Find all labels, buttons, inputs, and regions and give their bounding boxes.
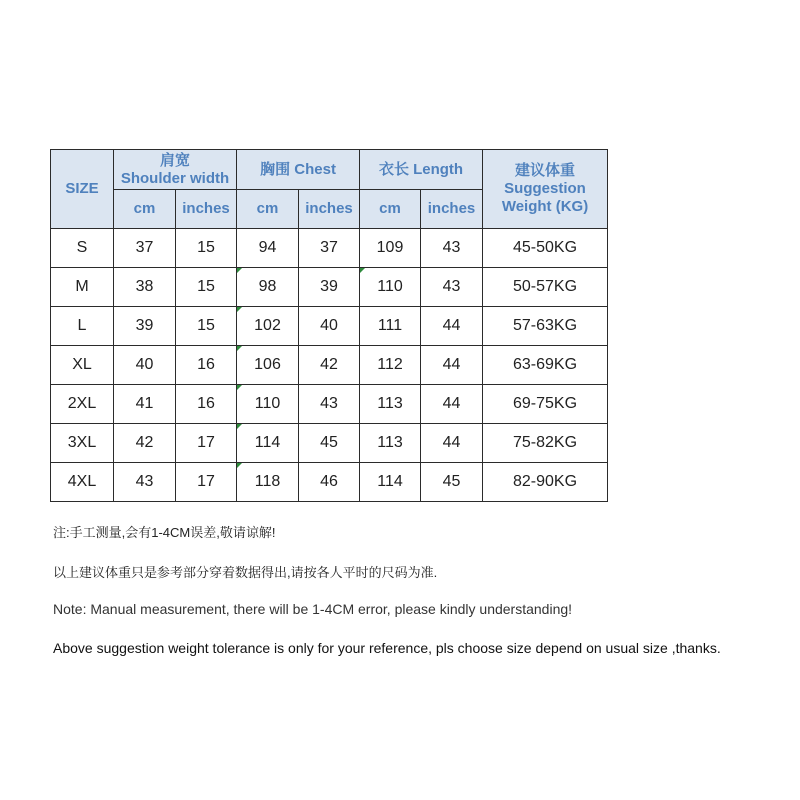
cell-marker [237, 385, 242, 390]
length-cm-cell: 109 [360, 229, 421, 268]
chest-inches-cell: 40 [299, 307, 360, 346]
weight-cell: 50-57KG [483, 268, 608, 307]
chest-cm-value: 106 [254, 356, 281, 373]
table-row [51, 268, 608, 307]
chest-inches-cell: 45 [299, 424, 360, 463]
length-inches-cell: 45 [421, 463, 483, 502]
note-english-weight: Above suggestion weight tolerance is only for your reference, pls choose size depend on usual size ,thanks. [53, 640, 721, 656]
shoulder-inches-cell: 16 [176, 385, 237, 424]
table-row [51, 229, 608, 268]
length-header: 衣长 Length [360, 150, 483, 190]
size-cell: 4XL [51, 463, 114, 502]
weight-cell: 69-75KG [483, 385, 608, 424]
size-header: SIZE [51, 150, 114, 229]
table-row [51, 463, 608, 502]
shoulder-inches-cell: 15 [176, 307, 237, 346]
shoulder-cm-cell: 39 [114, 307, 176, 346]
length-cm-cell: 114 [360, 463, 421, 502]
header-row-groups [51, 150, 608, 190]
weight-cell: 75-82KG [483, 424, 608, 463]
length-cm-value: 110 [377, 278, 403, 295]
chest-cm-cell: 94 [237, 229, 299, 268]
shoulder-inches-cell: 15 [176, 268, 237, 307]
chest-cm-value: 102 [254, 317, 281, 334]
cell-marker [237, 463, 242, 468]
table-row [51, 346, 608, 385]
shoulder-cm-cell: 40 [114, 346, 176, 385]
cell-marker [360, 268, 365, 273]
weight-cell: 45-50KG [483, 229, 608, 268]
chest-cm-value: 118 [254, 473, 281, 490]
chest-cm-value: 110 [254, 395, 281, 412]
cell-marker [237, 307, 242, 312]
size-cell: 3XL [51, 424, 114, 463]
size-cell: 2XL [51, 385, 114, 424]
length-inches-cell: 44 [421, 346, 483, 385]
length-cm-cell: 113 [360, 424, 421, 463]
table-row [51, 424, 608, 463]
cell-marker [237, 424, 242, 429]
chest-inches-cell: 43 [299, 385, 360, 424]
chest-cm-cell [237, 385, 299, 424]
chest-cm-header: cm [237, 190, 299, 229]
shoulder-inches-header: inches [176, 190, 237, 229]
shoulder-inches-cell: 16 [176, 346, 237, 385]
length-cm-cell [360, 268, 421, 307]
cell-marker [237, 346, 242, 351]
table-row [51, 385, 608, 424]
note-chinese-measurement: 注:手工测量,会有1-4CM误差,敬请谅解! [53, 525, 276, 540]
size-cell: M [51, 268, 114, 307]
length-cm-cell: 113 [360, 385, 421, 424]
shoulder-cm-cell: 41 [114, 385, 176, 424]
length-inches-header: inches [421, 190, 483, 229]
suggestion-weight-header [483, 150, 608, 229]
chest-inches-header: inches [299, 190, 360, 229]
chest-cm-value: 98 [258, 278, 277, 295]
shoulder-cm-cell: 42 [114, 424, 176, 463]
shoulder-inches-cell: 17 [176, 424, 237, 463]
size-cell: S [51, 229, 114, 268]
chest-cm-cell [237, 424, 299, 463]
weight-cell: 82-90KG [483, 463, 608, 502]
weight-cell: 57-63KG [483, 307, 608, 346]
suggestion-weight-header-en: Suggestion Weight (KG) [501, 180, 589, 215]
chest-cm-cell [237, 463, 299, 502]
shoulder-inches-cell: 15 [176, 229, 237, 268]
chest-cm-cell [237, 268, 299, 307]
length-cm-cell: 111 [360, 307, 421, 346]
shoulder-cm-cell: 37 [114, 229, 176, 268]
chest-inches-cell: 42 [299, 346, 360, 385]
cell-marker [237, 268, 242, 273]
shoulder-width-header [114, 150, 237, 190]
length-inches-cell: 43 [421, 229, 483, 268]
shoulder-width-header-zh: 肩宽 [160, 151, 191, 169]
length-inches-cell: 43 [421, 268, 483, 307]
weight-cell: 63-69KG [483, 346, 608, 385]
length-cm-header: cm [360, 190, 421, 229]
shoulder-cm-header: cm [114, 190, 176, 229]
chest-cm-cell [237, 346, 299, 385]
suggestion-weight-header-zh: 建议体重 [515, 162, 576, 179]
shoulder-inches-cell: 17 [176, 463, 237, 502]
chest-inches-cell: 39 [299, 268, 360, 307]
length-inches-cell: 44 [421, 385, 483, 424]
length-inches-cell: 44 [421, 307, 483, 346]
shoulder-cm-cell: 38 [114, 268, 176, 307]
chest-header: 胸围 Chest [237, 150, 360, 190]
note-chinese-weight: 以上建议体重只是参考部分穿着数据得出,请按各人平时的尺码为准. [53, 565, 438, 580]
chest-cm-value: 114 [254, 434, 281, 451]
chest-cm-cell [237, 307, 299, 346]
length-cm-cell: 112 [360, 346, 421, 385]
chest-inches-cell: 46 [299, 463, 360, 502]
chest-inches-cell: 37 [299, 229, 360, 268]
shoulder-cm-cell: 43 [114, 463, 176, 502]
length-inches-cell: 44 [421, 424, 483, 463]
table-row [51, 307, 608, 346]
size-cell: L [51, 307, 114, 346]
note-english-measurement: Note: Manual measurement, there will be 1-4CM error, please kindly understanding! [53, 601, 573, 617]
size-cell: XL [51, 346, 114, 385]
size-chart-table [50, 149, 608, 502]
shoulder-width-header-en: Shoulder width [120, 169, 230, 187]
